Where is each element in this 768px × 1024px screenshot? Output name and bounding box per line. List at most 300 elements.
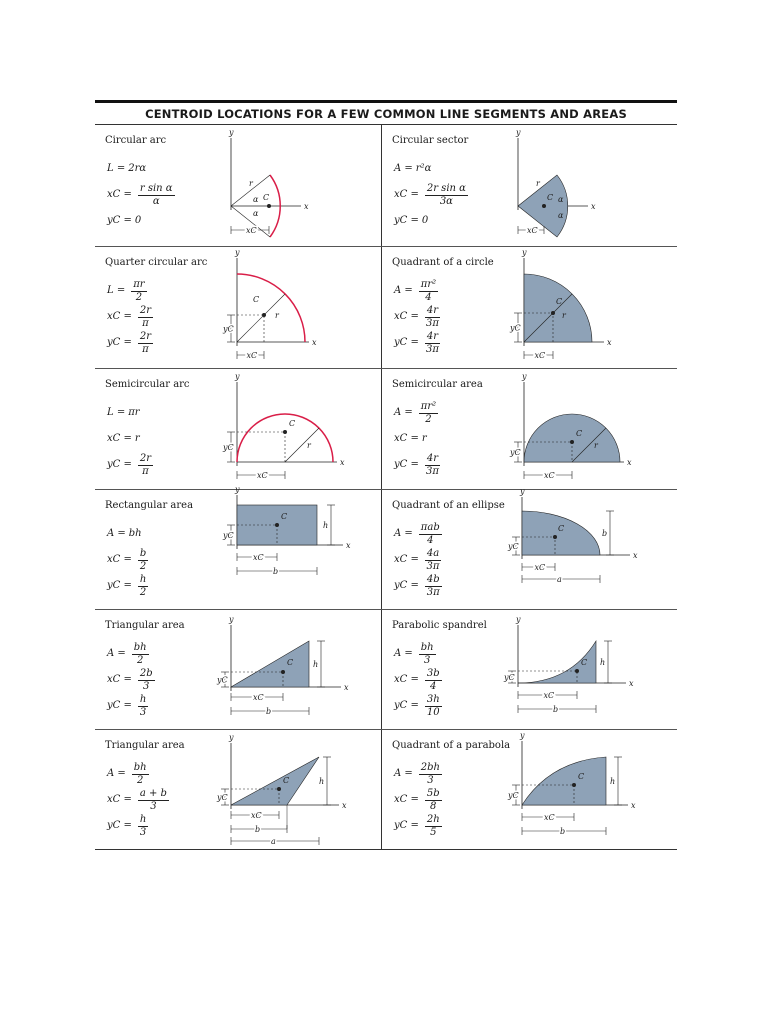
dimension-label: b <box>560 827 566 836</box>
denominator: 5 <box>430 826 437 838</box>
centroid-label: C <box>558 524 565 533</box>
y-axis-label: y <box>229 615 234 624</box>
shape-name: Semicircular area <box>392 379 483 390</box>
centroid-label: C <box>289 419 296 428</box>
formula-rhs: r <box>134 433 140 444</box>
formula-row <box>394 208 468 234</box>
dimension-label: b <box>255 825 261 834</box>
y-axis-label: y <box>235 248 240 257</box>
formula-row <box>394 521 442 547</box>
formula-lhs: xC = <box>394 674 419 685</box>
formula-row <box>394 182 468 208</box>
formula-lhs: yC = <box>394 580 419 591</box>
numerator: 4r <box>426 330 439 342</box>
formula-row <box>107 667 155 693</box>
formula-lhs: xC = <box>394 794 419 805</box>
numerator: bh <box>133 761 147 773</box>
dimension-label: yC <box>508 791 519 800</box>
numerator: 2r sin α <box>426 182 466 194</box>
denominator: 2 <box>137 774 144 786</box>
formula-list <box>394 278 440 356</box>
numerator: πr² <box>420 400 437 412</box>
fraction <box>425 306 440 329</box>
shape-name: Quadrant of a circle <box>392 257 494 268</box>
dimension-label: xC <box>544 471 555 480</box>
shape-name: Circular sector <box>392 135 469 146</box>
dimension-label: xC <box>246 226 257 235</box>
centroid-label: C <box>283 776 290 785</box>
top-rule <box>95 100 677 103</box>
numerator: 4r <box>426 452 439 464</box>
numerator: bh <box>133 641 147 653</box>
dimension-label: b <box>602 529 608 538</box>
shape-name: Triangular area <box>105 620 185 631</box>
radius-label: r <box>307 441 311 450</box>
formula-lhs: L = <box>107 285 126 296</box>
centroid-cell <box>382 611 668 731</box>
row-divider <box>95 246 677 247</box>
dimension-label: h <box>319 777 325 786</box>
formula-lhs: yC = <box>107 459 132 470</box>
denominator: 4 <box>427 534 434 546</box>
dimension-label: xC <box>246 351 258 360</box>
denominator: 3π <box>425 343 439 355</box>
centroid-diagram <box>223 374 373 486</box>
formula-row <box>107 521 148 547</box>
numerator: 5b <box>426 787 440 799</box>
shape-name: Circular arc <box>105 135 167 146</box>
shape-name: Quadrant of a parabola <box>392 740 511 751</box>
formula-row <box>394 452 440 478</box>
dimension-label: yC <box>510 323 521 333</box>
formula-row <box>107 208 175 234</box>
denominator: 3 <box>139 826 147 838</box>
fraction <box>138 815 148 838</box>
radius-label: r <box>594 441 598 450</box>
fraction <box>425 575 442 598</box>
radius-label: r <box>536 179 540 188</box>
numerator: a + b <box>139 787 167 799</box>
formula-row <box>394 813 442 839</box>
angle-label: α <box>253 195 259 204</box>
formula-row <box>107 426 153 452</box>
fraction <box>138 184 175 207</box>
formula-row <box>394 426 440 452</box>
dimension-label: xC <box>253 693 264 702</box>
numerator: bh <box>420 641 434 653</box>
denominator: 3 <box>139 706 147 718</box>
numerator: 2r <box>139 330 152 342</box>
angle-label: α <box>253 209 259 218</box>
denominator: 2 <box>137 654 144 666</box>
formula-rhs: 0 <box>134 215 142 226</box>
formula-row <box>394 547 442 573</box>
dimension-label: xC <box>251 811 262 820</box>
fraction <box>138 575 148 598</box>
formula-lhs: A = <box>394 528 413 539</box>
centroid-diagram <box>508 731 660 847</box>
formula-list <box>107 761 169 839</box>
centroid-label: C <box>253 295 260 304</box>
denominator: 3π <box>426 586 440 598</box>
parabola-quadrant-area <box>522 757 606 805</box>
dimension-label: a <box>271 837 276 846</box>
denominator: 4 <box>430 680 437 692</box>
x-axis-label: x <box>312 338 317 347</box>
dimension-label: yC <box>217 793 228 802</box>
centroid-cell <box>382 487 668 611</box>
denominator: α <box>152 195 160 207</box>
centroid-label: C <box>581 658 588 667</box>
denominator: 3α <box>439 195 453 207</box>
x-axis-label: x <box>591 202 596 211</box>
dimension-label: h <box>323 521 329 530</box>
centroid-label: C <box>281 512 288 521</box>
formula-row <box>107 330 153 356</box>
shape-name: Rectangular area <box>105 500 194 511</box>
formula-lhs: A = <box>107 648 126 659</box>
formula-row <box>394 573 442 599</box>
formula-list <box>107 641 155 719</box>
triangle-area <box>231 757 319 805</box>
formula-list <box>394 641 442 719</box>
formula-lhs: xC = <box>107 554 132 565</box>
centroid-diagram <box>217 733 373 847</box>
formula-row <box>394 693 442 719</box>
formula-list <box>107 156 175 234</box>
dimension-label: yC <box>510 448 521 457</box>
formula-lhs: L = <box>107 407 126 418</box>
centroid-diagram <box>510 248 660 364</box>
fraction <box>425 695 442 718</box>
fraction <box>425 669 442 692</box>
formula-lhs: xC = <box>107 433 132 444</box>
centroid-diagram <box>504 615 660 727</box>
numerator: πr² <box>420 278 437 290</box>
formula-list <box>394 400 440 478</box>
formula-row <box>394 330 440 356</box>
dimension-label: yC <box>217 675 228 685</box>
dimension-label: xC <box>534 563 546 572</box>
formula-list <box>107 521 148 599</box>
centroid-diagram <box>510 374 660 486</box>
formula-rhs: 0 <box>421 215 429 226</box>
formula-lhs: A = <box>394 285 413 296</box>
dimension-label: yC <box>504 673 515 682</box>
formula-row <box>394 667 442 693</box>
formula-row <box>394 761 442 787</box>
formula-row <box>107 156 175 182</box>
x-axis-label: x <box>607 338 612 347</box>
fraction <box>425 332 440 355</box>
centroid-diagram <box>217 615 373 727</box>
centroid-cell <box>95 370 381 490</box>
y-axis-label: y <box>229 128 234 137</box>
numerator: 3h <box>426 693 440 705</box>
formula-lhs: yC = <box>394 700 419 711</box>
centroid-cell <box>95 731 381 851</box>
formula-lhs: xC = <box>394 554 419 565</box>
formula-lhs: yC = <box>394 459 419 470</box>
dimension-label: yC <box>223 324 234 334</box>
centroid-cell <box>382 248 668 368</box>
formula-list <box>107 278 153 356</box>
formula-lhs: xC = <box>394 189 419 200</box>
centroid-cell <box>382 370 668 490</box>
dimension-label: yC <box>508 542 519 551</box>
denominator: 3π <box>425 317 439 329</box>
formula-lhs: A = <box>394 768 413 779</box>
x-axis-label: x <box>633 551 638 560</box>
x-axis-label: x <box>629 679 634 688</box>
formula-lhs: yC = <box>394 215 419 226</box>
ellipse-quadrant-area <box>522 511 600 555</box>
denominator: π <box>142 343 149 355</box>
centroid-dot <box>267 204 271 208</box>
y-axis-label: y <box>516 128 521 137</box>
formula-list <box>394 156 468 234</box>
triangle-area <box>231 641 309 687</box>
shape-name: Quadrant of an ellipse <box>392 500 505 511</box>
formula-lhs: xC = <box>107 794 132 805</box>
centroid-label: C <box>263 193 270 202</box>
y-axis-label: y <box>235 372 240 381</box>
formula-rhs: πr <box>128 407 140 418</box>
formula-lhs: A = <box>394 163 413 174</box>
formula-lhs: xC = <box>107 674 132 685</box>
numerator: 4a <box>426 547 440 559</box>
denominator: π <box>142 317 149 329</box>
formula-rhs: 2rα <box>128 163 147 174</box>
formula-row <box>394 156 468 182</box>
formula-lhs: L = <box>107 163 126 174</box>
denominator: 3 <box>424 654 431 666</box>
radius-label: r <box>562 311 566 320</box>
formula-lhs: yC = <box>107 215 132 226</box>
centroid-cell <box>382 731 668 851</box>
centroid-diagram <box>508 487 660 607</box>
denominator: 2 <box>139 586 147 598</box>
formula-lhs: yC = <box>107 820 132 831</box>
formula-rhs: r²α <box>415 163 432 174</box>
x-axis-label: x <box>627 458 632 467</box>
formula-row <box>107 693 155 719</box>
centroid-label: C <box>578 772 585 781</box>
centroid-diagram <box>510 130 660 242</box>
centroid-label: C <box>556 297 563 306</box>
fraction <box>138 695 148 718</box>
x-axis-label: x <box>631 801 636 810</box>
formula-lhs: yC = <box>107 580 132 591</box>
numerator: r sin α <box>139 182 173 194</box>
formula-list <box>394 761 442 839</box>
dimension-label: yC <box>223 443 234 452</box>
formula-row <box>107 813 169 839</box>
formula-list <box>107 400 153 478</box>
dimension-label: xC <box>534 351 546 360</box>
denominator: 10 <box>426 706 440 718</box>
fraction <box>138 454 153 477</box>
numerator: 2h <box>426 813 440 825</box>
formula-row <box>107 304 153 330</box>
formula-list <box>394 521 442 599</box>
dimension-label: h <box>610 777 616 786</box>
numerator: b <box>139 547 147 559</box>
dimension-label: xC <box>527 226 538 235</box>
fraction <box>419 763 442 786</box>
angle-label: α <box>558 211 564 220</box>
dimension-label: yC <box>223 531 234 540</box>
dimension-label: a <box>557 575 562 584</box>
centroid-diagram <box>223 130 373 242</box>
fraction <box>138 669 155 692</box>
y-axis-label: y <box>235 485 240 494</box>
formula-lhs: A = <box>394 648 413 659</box>
formula-row <box>394 278 440 304</box>
numerator: h <box>139 693 147 705</box>
formula-lhs: yC = <box>394 820 419 831</box>
fraction <box>425 549 441 572</box>
denominator: 2 <box>135 291 143 303</box>
numerator: h <box>139 573 147 585</box>
fraction <box>419 402 438 425</box>
formula-row <box>394 400 440 426</box>
radius-line <box>285 428 319 462</box>
centroid-cell <box>95 485 381 611</box>
dimension-label: h <box>313 660 319 669</box>
formula-lhs: yC = <box>107 337 132 348</box>
fraction <box>425 184 468 207</box>
formula-row <box>107 182 175 208</box>
formula-row <box>394 641 442 667</box>
denominator: 8 <box>430 800 437 812</box>
denominator: 3π <box>425 465 439 477</box>
numerator: h <box>139 813 147 825</box>
numerator: 3b <box>426 667 440 679</box>
denominator: 4 <box>425 291 432 303</box>
x-axis-label: x <box>344 683 349 692</box>
formula-lhs: xC = <box>394 433 419 444</box>
formula-rhs: r <box>421 433 427 444</box>
title-rule <box>95 124 677 125</box>
fraction <box>138 332 153 355</box>
numerator: πr <box>133 278 145 290</box>
denominator: 3 <box>150 800 157 812</box>
fraction <box>138 789 169 812</box>
formula-row <box>107 573 148 599</box>
fraction <box>425 454 440 477</box>
formula-lhs: yC = <box>394 337 419 348</box>
centroid-label: C <box>287 658 294 667</box>
fraction <box>419 280 438 303</box>
fraction <box>419 643 436 666</box>
fraction <box>132 643 149 666</box>
radius-label: r <box>249 179 253 188</box>
shape-name: Parabolic spandrel <box>392 620 487 631</box>
shape-name: Triangular area <box>105 740 185 751</box>
y-axis-label: y <box>520 487 525 496</box>
formula-lhs: xC = <box>107 189 132 200</box>
formula-rhs: bh <box>128 528 142 539</box>
shape-name: Semicircular arc <box>105 379 190 390</box>
centroid-cell <box>382 126 668 246</box>
fraction <box>138 549 148 572</box>
centroid-cell <box>95 126 381 246</box>
dimension-label: b <box>266 707 272 716</box>
formula-row <box>107 278 153 304</box>
fraction <box>419 523 442 546</box>
dimension-label: b <box>273 567 279 576</box>
numerator: 2b <box>139 667 153 679</box>
dimension-label: b <box>553 705 559 714</box>
denominator: π <box>142 465 149 477</box>
fraction <box>131 280 146 303</box>
centroid-cell <box>95 611 381 731</box>
formula-lhs: A = <box>107 768 126 779</box>
denominator: 3π <box>426 560 440 572</box>
y-axis-label: y <box>522 248 527 257</box>
angle-label: α <box>558 195 564 204</box>
centroid-table <box>95 100 677 850</box>
denominator: 3 <box>427 774 434 786</box>
numerator: 4r <box>426 304 439 316</box>
row-divider <box>95 368 677 369</box>
x-axis-label: x <box>340 458 345 467</box>
formula-row <box>107 641 155 667</box>
y-axis-label: y <box>229 733 234 742</box>
formula-row <box>107 547 148 573</box>
dimension-label: xC <box>544 813 555 822</box>
centroid-diagram <box>223 485 373 607</box>
formula-row <box>107 761 169 787</box>
numerator: 2r <box>139 304 152 316</box>
centroid-label: C <box>547 193 554 202</box>
fraction <box>138 306 153 329</box>
fraction <box>425 789 442 812</box>
centroid-cell <box>95 248 381 368</box>
formula-lhs: xC = <box>394 311 419 322</box>
numerator: πab <box>420 521 440 533</box>
denominator: 3 <box>143 680 150 692</box>
numerator: 2r <box>139 452 152 464</box>
formula-row <box>107 787 169 813</box>
x-axis-label: x <box>304 202 309 211</box>
radius-label: r <box>275 311 279 320</box>
x-axis-label: x <box>346 541 351 550</box>
shape-name: Quarter circular arc <box>105 257 208 268</box>
formula-row <box>394 787 442 813</box>
formula-lhs: yC = <box>107 700 132 711</box>
y-axis-label: y <box>522 372 527 381</box>
centroid-diagram <box>223 248 373 364</box>
centroid-dot <box>542 204 546 208</box>
dimension-label: xC <box>253 553 264 562</box>
denominator: 2 <box>139 560 147 572</box>
formula-row <box>394 304 440 330</box>
fraction <box>132 763 149 786</box>
formula-row <box>107 452 153 478</box>
formula-lhs: xC = <box>107 311 132 322</box>
centroid-label: C <box>576 429 583 438</box>
dimension-label: xC <box>257 471 268 480</box>
formula-lhs: A = <box>107 528 126 539</box>
numerator: 2bh <box>420 761 440 773</box>
formula-lhs: A = <box>394 407 413 418</box>
x-axis-label: x <box>342 801 347 810</box>
y-axis-label: y <box>516 615 521 624</box>
denominator: 2 <box>425 413 432 425</box>
dimension-label: xC <box>543 691 555 700</box>
